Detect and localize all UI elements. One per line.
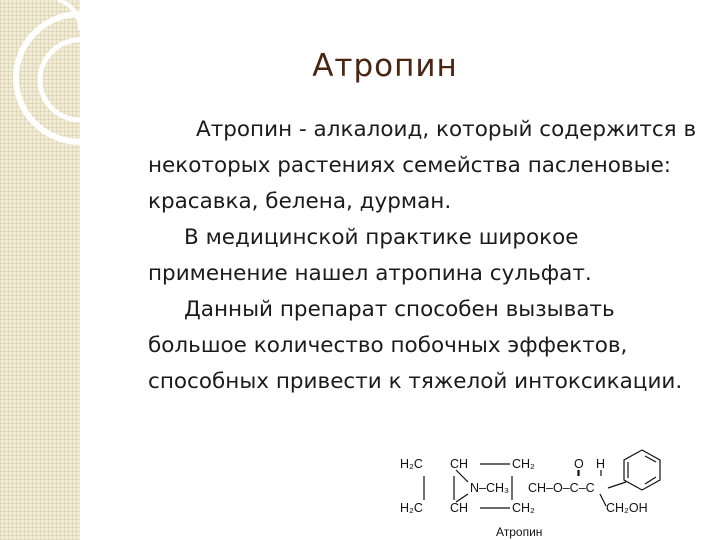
body-text [148, 112, 708, 400]
formula-row3-ch2oh: CH₂OH [606, 501, 648, 515]
formula-row1-left: H₂C [400, 457, 423, 471]
formula-row3-right: CH₂ [512, 501, 535, 515]
formula-row3-ch: CH [450, 501, 469, 515]
paragraph-side-effects: Данный препарат способен вызывать большое количество побочных эффектов, способных привести к тяжелой интоксикации. [148, 297, 683, 394]
paragraph-medical-use: В медицинской практике широкое применение нашел атропина сульфат. [148, 225, 592, 286]
formula-row1-ch: CH [450, 457, 469, 471]
formula-row2-chain: CH–O–C–C [528, 481, 595, 495]
formula-caption: Атропин [496, 525, 543, 539]
page-title: Атропин [312, 48, 458, 84]
paragraph-definition: Атропин - алкалоид, который содержится в некоторых растениях семейства пасленовые: красавка, белена, дурман. [148, 117, 697, 214]
formula-row2-n: N–CH₃ [470, 481, 510, 495]
formula-row1-right: CH₂ [512, 457, 535, 471]
formula-row3-left: H₂C [400, 501, 423, 515]
formula-row1-h: H [596, 457, 606, 471]
formula-row1-o: O [574, 457, 584, 471]
atropine-structural-formula [396, 448, 696, 540]
